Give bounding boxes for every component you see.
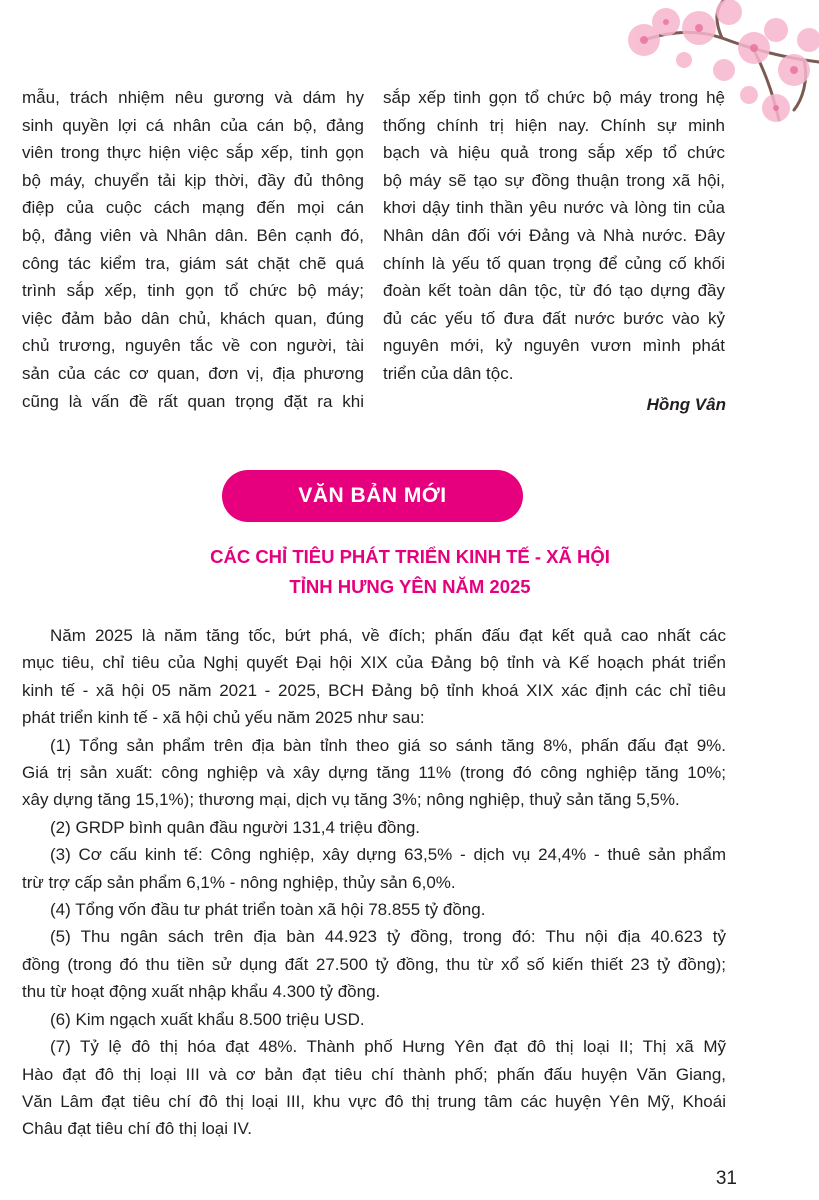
text-line: (7) Tỷ lệ đô thị hóa đạt 48%. Thành phố Hưng Yên đạt đô thị loại II; Thị xã Mỹ <box>50 1037 726 1057</box>
text-line: việc đảm bảo dân chủ, khách quan, đúng <box>22 308 364 328</box>
text-line: Năm 2025 là năm tăng tốc, bứt phá, về đích; phấn đấu đạt kết quả cao nhất các <box>50 626 726 645</box>
text-line: (1) Tổng sản phẩm trên địa bàn tỉnh theo giá so sánh tăng 8%, phấn đấu đạt 9%. <box>50 735 726 755</box>
paragraph-item-6 <box>22 1006 726 1033</box>
text-line: sắp xếp tinh gọn tổ chức bộ máy trong hệ <box>383 88 725 107</box>
text-line: thống chính trị hiện nay. Chính sự minh <box>383 115 725 135</box>
text-line: khơi dậy tinh thần yêu nước và lòng tin của <box>383 198 725 218</box>
text-line: điệp của cuộc cách mạng đến mọi cán <box>22 198 364 218</box>
text-line: (5) Thu ngân sách trên địa bàn 44.923 tỷ đồng, trong đó: Thu nội địa 40.623 tỷ <box>50 927 726 947</box>
paragraph-item-3 <box>22 841 726 896</box>
text-line: đồng (trong đó thu tiền sử dụng đất 27.500 tỷ đồng, thu từ xổ số kiến thiết 23 tỷ đồng); <box>22 954 726 974</box>
text-line: (2) GRDP bình quân đầu người 131,4 triệu đồng. <box>50 817 421 837</box>
text-line: Nhân dân đối với Đảng và Nhà nước. Đây <box>383 225 725 245</box>
paragraph-item-7 <box>22 1033 726 1143</box>
paragraph-item-4 <box>22 896 726 923</box>
text-line: (6) Kim ngạch xuất khẩu 8.500 triệu USD. <box>50 1009 365 1029</box>
text-line: nguyên mới, kỷ nguyên vươn mình phát <box>383 336 725 356</box>
text-line: (3) Cơ cấu kinh tế: Công nghiệp, xây dựng 63,5% - dịch vụ 24,4% - thuê sản phẩm <box>50 845 726 865</box>
text-line: chủ trương, nguyên tắc về con người, tài <box>22 336 364 356</box>
text-line: sản của các cơ quan, đơn vị, địa phương <box>22 363 364 383</box>
paragraph-item-1 <box>22 732 726 814</box>
text-line: Hào đạt đô thị loại III và cơ bản đạt tiêu chí thành phố; phấn đấu huyện Văn Giang, <box>22 1064 726 1084</box>
text-line: Văn Lâm đạt tiêu chí đô thị loại III, khu vực đô thị trung tâm các huyện Yên Mỹ, Khoái <box>22 1091 726 1111</box>
text-line: đủ các yếu tố đưa đất nước bước vào kỷ <box>383 308 725 328</box>
text-line: bộ máy, chuyển tải kịp thời, đầy đủ thông <box>22 170 364 190</box>
text-line: viên trong thực hiện việc sắp xếp, tinh gọn <box>22 143 364 163</box>
paragraph-item-5 <box>22 923 726 1005</box>
right-column-text <box>383 84 725 388</box>
left-column-text <box>22 84 364 415</box>
article-title: CÁC CHỈ TIÊU PHÁT TRIỂN KINH TẾ - XÃ HỘI <box>210 546 610 567</box>
paragraph-intro <box>22 622 726 732</box>
text-line: chính là yếu tố quan trọng để củng cố khối <box>383 253 725 273</box>
text-line: mục tiêu, chỉ tiêu của Nghị quyết Đại hội XIX của Đảng bộ tỉnh và Kế hoạch phát triển <box>22 653 726 673</box>
text-line: bạch và hiệu quả trong sắp xếp tổ chức <box>383 143 725 163</box>
paragraph-item-2 <box>22 814 726 841</box>
text-line: trình sắp xếp, tinh gọn tổ chức bộ máy; <box>22 281 364 301</box>
text-line: triển của dân tộc. <box>383 363 514 383</box>
page-number: 31 <box>715 1168 737 1189</box>
text-line: mẫu, trách nhiệm nêu gương và dám hy <box>22 88 364 107</box>
section-banner: VĂN BẢN MỚI <box>222 470 523 522</box>
text-line: Giá trị sản xuất: công nghiệp và xây dựng tăng 11% (trong đó công nghiệp tăng 10%; <box>22 763 726 783</box>
text-line: đoàn kết toàn dân tộc, từ đó tạo dựng đầy <box>383 281 725 301</box>
text-line: xây dựng tăng 15,1%); thương mại, dịch vụ tăng 3%; nông nghiệp, thuỷ sản tăng 5,5%. <box>22 790 680 810</box>
article-title-line2: TỈNH HƯNG YÊN NĂM 2025 <box>289 576 531 597</box>
text-line: bộ, đảng viên và Nhân dân. Bên cạnh đó, <box>22 225 364 245</box>
text-line: phát triển kinh tế - xã hội chủ yếu năm 2025 như sau: <box>22 708 425 728</box>
text-line: công tác kiểm tra, giám sát chặt chẽ quá <box>22 253 364 273</box>
text-line: sinh quyền lợi cá nhân của cán bộ, đảng <box>22 115 364 135</box>
text-line: kinh tế - xã hội 05 năm 2021 - 2025, BCH Đảng bộ tỉnh khoá XIX xác định các chỉ tiêu <box>22 680 726 700</box>
article-body <box>22 622 726 1143</box>
text-line: (4) Tổng vốn đầu tư phát triển toàn xã hội 78.855 tỷ đồng. <box>50 900 486 920</box>
text-line: trừ trợ cấp sản phẩm 6,1% - nông nghiệp, thủy sản 6,0%. <box>22 872 456 892</box>
author-signature: Hồng Vân <box>646 395 726 414</box>
text-line: Châu đạt tiêu chí đô thị loại IV. <box>22 1119 252 1139</box>
text-line: cũng là vấn đề rất quan trọng đặt ra khi <box>22 391 364 411</box>
text-line: bộ máy sẽ tạo sự đồng thuận trong xã hội, <box>383 170 725 190</box>
text-line: thu từ hoạt động xuất nhập khẩu 4.300 tỷ đồng. <box>22 982 381 1002</box>
